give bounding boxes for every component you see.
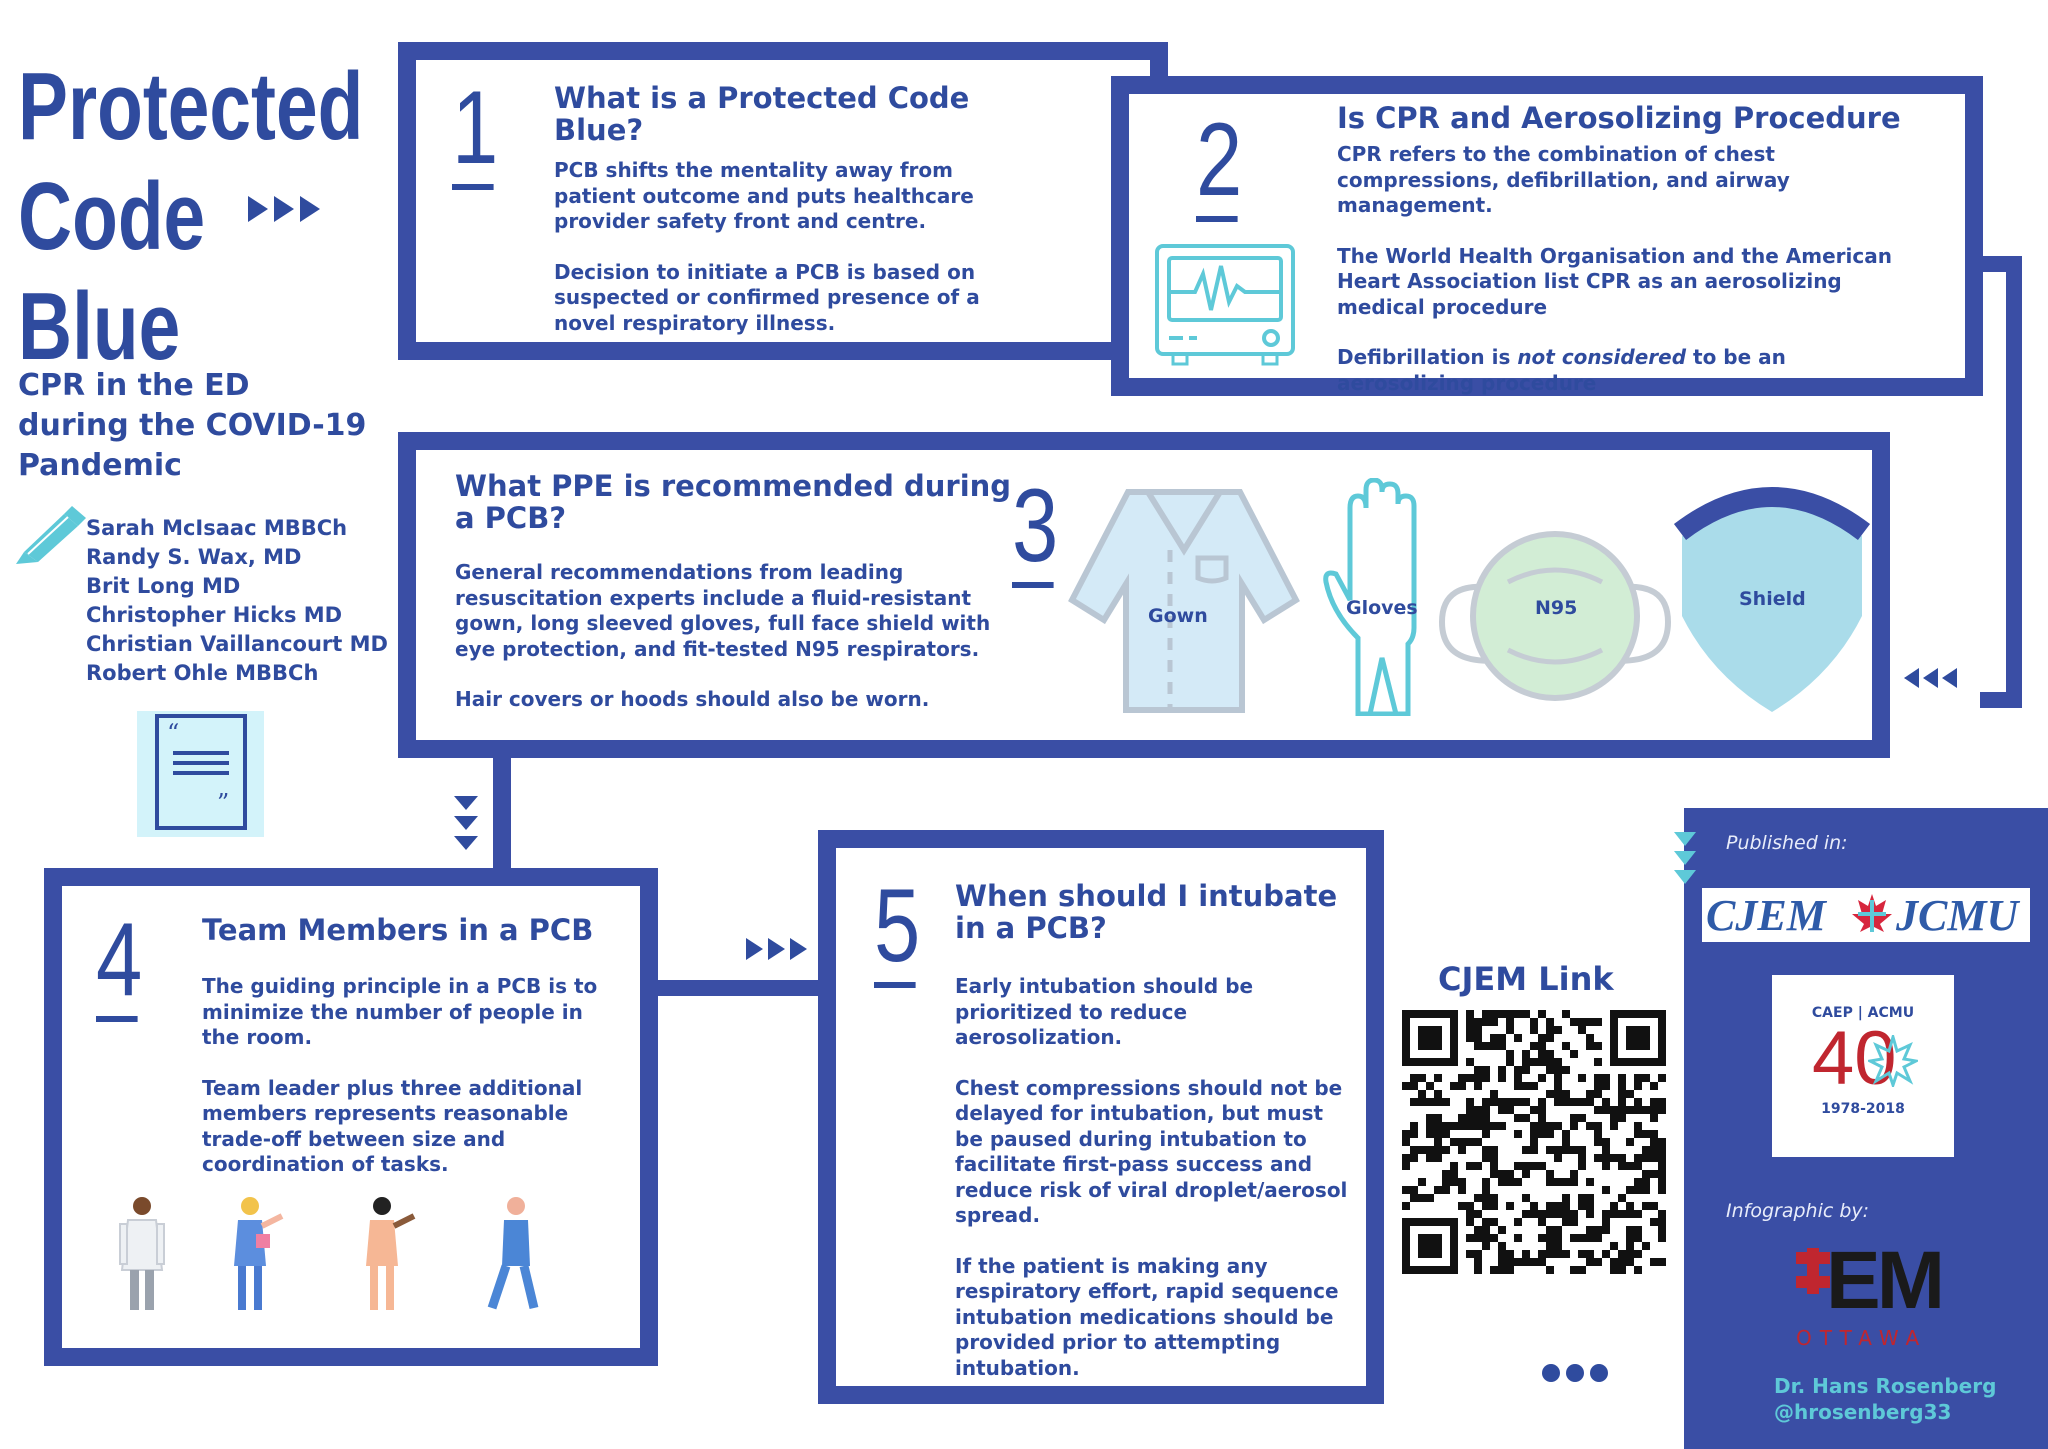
- section-1-paragraph: Decision to initiate a PCB is based on suspected or confirmed presence of a novel respiratory illness.: [554, 259, 980, 335]
- down-arrows: [454, 796, 478, 856]
- svg-text:”: ”: [217, 789, 230, 817]
- author-name: Sarah McIsaac MBBCh: [86, 516, 348, 540]
- section-5-paragraph: Chest compressions should not be delayed for intubation, but must be paused during intubation to facilitate first-pass success and reduce risk of viral droplet/aerosol spread.: [955, 1075, 1348, 1227]
- nurse-figure-icon: [226, 1196, 288, 1320]
- gown-icon: [1068, 488, 1300, 718]
- section-2-emphasis: not considered: [1517, 345, 1687, 369]
- quote-document-icon: [137, 711, 264, 837]
- heart-monitor-icon: [1155, 244, 1295, 372]
- section-5-heading: When should I intubate in a PCB?: [955, 879, 1338, 945]
- logo-text-left: CJEM: [1706, 891, 1826, 940]
- section-5-body: [955, 974, 1355, 1381]
- connector-2-3: [1980, 256, 2022, 708]
- gown-label: Gown: [1148, 605, 1208, 627]
- author-name: Christopher Hicks MD: [86, 603, 343, 627]
- section-1-paragraph: PCB shifts the mentality away from patient outcome and puts healthcare provider safety front and centre.: [554, 158, 974, 233]
- doctor-figure-icon: [116, 1196, 168, 1320]
- section-4-heading: Team Members in a PCB: [202, 913, 594, 947]
- em-mark: EM: [1826, 1235, 1941, 1326]
- title-arrows: [248, 196, 326, 226]
- section-4-paragraph: The guiding principle in a PCB is to minimize the number of people in the room.: [202, 974, 598, 1049]
- caep-years: 1978-2018: [1821, 1101, 1905, 1117]
- maple-leaf-icon: [1850, 892, 1894, 938]
- cjem-journal-logo: [1702, 888, 2030, 942]
- author-list: [86, 514, 388, 688]
- logo-text-right: JCMU: [1896, 891, 2019, 940]
- subtitle-line-1: CPR in the ED: [18, 368, 250, 403]
- section-3-number: 3: [1012, 474, 1058, 588]
- section-3-paragraph: General recommendations from leading resuscitation experts include a fluid-resistant gown, long sleeved gloves, full face shield with eye protection, and fit-tested N95 respirators.: [455, 560, 991, 661]
- section-4-paragraph: Team leader plus three additional members represents reasonable trade-off between size and coordination of tasks.: [202, 1075, 583, 1176]
- section-5-paragraph: Early intubation should be prioritized to reduce aerosolization.: [955, 974, 1254, 1049]
- title-line-3: Blue: [18, 273, 181, 380]
- nurse-figure-icon: [360, 1196, 422, 1320]
- section-3-paragraph: Hair covers or hoods should also be worn.: [455, 687, 930, 711]
- section-2-paragraph: [1337, 345, 1929, 396]
- caep-40: 40: [1812, 1016, 1897, 1101]
- section-5-number: 5: [874, 874, 920, 988]
- right-arrows: [746, 938, 812, 964]
- connector-4-5: [650, 980, 830, 996]
- author-name: Christian Vaillancourt MD: [86, 632, 388, 656]
- published-in-label: Published in:: [1726, 832, 1848, 854]
- infographic-by-label: Infographic by:: [1726, 1200, 1870, 1222]
- more-dots: [1542, 1364, 1614, 1386]
- gloves-label: Gloves: [1346, 597, 1418, 619]
- section-4-number: 4: [96, 908, 142, 1022]
- section-3-heading: What PPE is recommended during a PCB?: [455, 469, 1012, 535]
- surgeon-figure-icon: [484, 1196, 546, 1320]
- subtitle-line-2: during the COVID-19: [18, 408, 367, 443]
- left-arrows: [1904, 668, 1961, 692]
- section-2-paragraph: CPR refers to the combination of chest compressions, defibrillation, and airway management.: [1337, 142, 1790, 217]
- section-2-text: Defibrillation is: [1337, 345, 1518, 369]
- section-2-paragraph: The World Health Organisation and the American Heart Association list CPR as an aerosolizing medical procedure: [1337, 243, 1892, 319]
- subtitle-line-3: Pandemic: [18, 448, 182, 483]
- infographic-title: [18, 52, 398, 382]
- section-5-paragraph: If the patient is making any respiratory effort, rapid sequence intubation medications should be provided prior to attempting intubation.: [955, 1253, 1339, 1380]
- section-3-body: [455, 560, 995, 713]
- em-ottawa-logo: [1796, 1235, 1946, 1352]
- sidebar-down-arrows: [1674, 832, 1696, 889]
- section-1-heading: What is a Protected Code Blue?: [554, 81, 970, 147]
- author-name: Randy S. Wax, MD: [86, 545, 302, 569]
- section-2-heading: Is CPR and Aerosolizing Procedure: [1337, 101, 1901, 135]
- section-4-body: [202, 974, 602, 1178]
- cjem-link-label: CJEM Link: [1438, 960, 1614, 998]
- author-name: Robert Ohle MBBCh: [86, 661, 319, 685]
- caep-label: CAEP | ACMU: [1811, 1005, 1915, 1021]
- infographic-author-handle: @hrosenberg33: [1774, 1400, 1952, 1424]
- title-line-2: Code: [18, 163, 206, 270]
- pencil-icon: [16, 502, 86, 568]
- n95-label: N95: [1535, 597, 1578, 619]
- shield-label: Shield: [1739, 588, 1806, 610]
- title-line-1: Protected: [18, 53, 364, 160]
- qr-code[interactable]: [1398, 1008, 1670, 1278]
- svg-text:“: “: [167, 719, 180, 747]
- author-name: Brit Long MD: [86, 574, 241, 598]
- subtitle: [18, 366, 366, 486]
- infographic-author-name: Dr. Hans Rosenberg: [1774, 1374, 1997, 1398]
- em-city: OTTAWA: [1796, 1326, 1928, 1350]
- star-of-life-icon: [1868, 1035, 1918, 1087]
- section-1-body: [554, 158, 1034, 336]
- caep-40-logo: [1772, 975, 1954, 1157]
- section-1-number: 1: [452, 76, 498, 190]
- section-2-number: 2: [1196, 108, 1242, 222]
- section-2-body: [1337, 142, 1929, 396]
- section-2-text: to be an aerosolizing procedure: [1337, 345, 1786, 395]
